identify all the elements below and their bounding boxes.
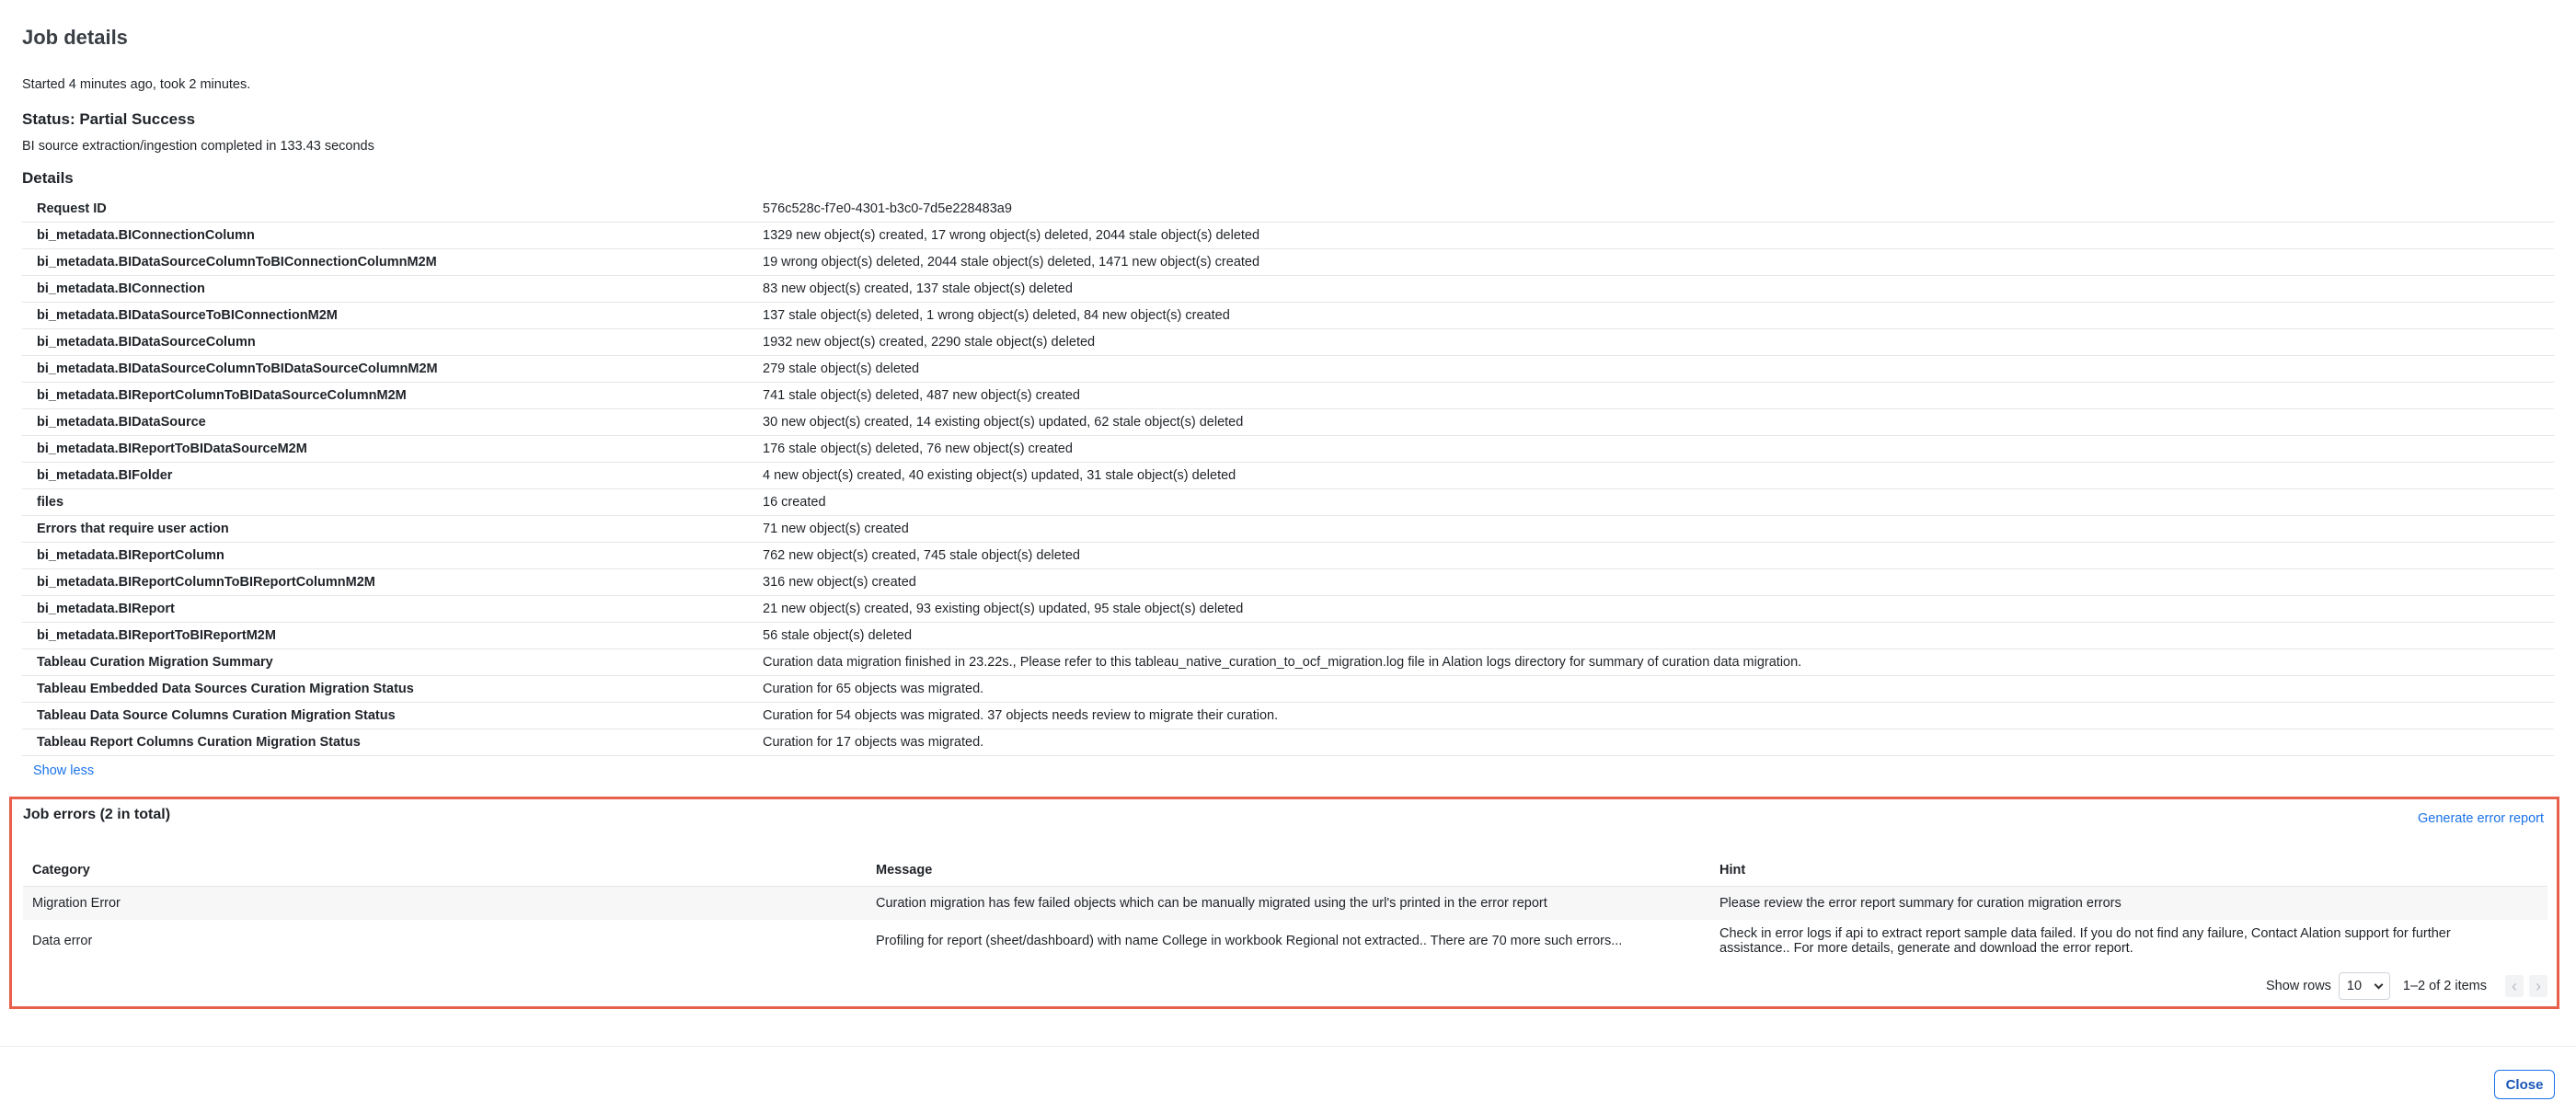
details-value: 83 new object(s) created, 137 stale object(s) deleted bbox=[763, 281, 1073, 296]
details-row bbox=[22, 623, 2554, 649]
details-row bbox=[22, 649, 2554, 676]
details-key: bi_metadata.BIConnectionColumn bbox=[37, 228, 255, 243]
details-key: files bbox=[37, 495, 64, 510]
show-rows-label: Show rows bbox=[2266, 979, 2331, 993]
chevron-left-icon: ‹ bbox=[2512, 976, 2517, 995]
error-message-cell: Curation migration has few failed objects which can be manually migrated using the url's printed in the error report bbox=[876, 896, 1547, 911]
details-key: bi_metadata.BIReportColumn bbox=[37, 548, 224, 563]
details-row bbox=[22, 303, 2554, 329]
details-row bbox=[22, 463, 2554, 489]
job-errors-title: Job errors (2 in total) bbox=[23, 807, 171, 822]
footer-divider bbox=[0, 1046, 2576, 1047]
column-header-hint[interactable]: Hint bbox=[1719, 863, 1746, 878]
details-key: bi_metadata.BIConnection bbox=[37, 281, 205, 296]
details-row bbox=[22, 249, 2554, 276]
error-hint-cell: Please review the error report summary for curation migration errors bbox=[1719, 896, 2122, 911]
details-value: 19 wrong object(s) deleted, 2044 stale object(s) deleted, 1471 new object(s) created bbox=[763, 255, 1260, 270]
job-status: Status: Partial Success bbox=[22, 110, 196, 128]
details-key: bi_metadata.BIDataSourceColumnToBIDataSourceColumnM2M bbox=[37, 361, 438, 376]
details-key: Request ID bbox=[37, 201, 107, 216]
details-heading: Details bbox=[22, 169, 74, 187]
details-row bbox=[22, 569, 2554, 596]
details-value: 21 new object(s) created, 93 existing object(s) updated, 95 stale object(s) deleted bbox=[763, 602, 1244, 616]
details-value: 1932 new object(s) created, 2290 stale object(s) deleted bbox=[763, 335, 1096, 350]
details-key: bi_metadata.BIDataSourceToBIConnectionM2M bbox=[37, 308, 338, 323]
details-key: Tableau Embedded Data Sources Curation Migration Status bbox=[37, 682, 414, 696]
details-key: bi_metadata.BIReport bbox=[37, 602, 175, 616]
details-row bbox=[22, 596, 2554, 623]
table-header-row bbox=[23, 855, 2547, 887]
details-value: 137 stale object(s) deleted, 1 wrong object(s) deleted, 84 new object(s) created bbox=[763, 308, 1230, 323]
details-value: 71 new object(s) created bbox=[763, 522, 909, 536]
details-row bbox=[22, 676, 2554, 703]
details-row bbox=[22, 703, 2554, 729]
details-value: 30 new object(s) created, 14 existing object(s) updated, 62 stale object(s) deleted bbox=[763, 415, 1244, 430]
chevron-right-icon: › bbox=[2536, 976, 2541, 995]
details-key: Errors that require user action bbox=[37, 522, 229, 536]
details-row bbox=[22, 489, 2554, 516]
column-header-category[interactable]: Category bbox=[32, 863, 90, 878]
details-table bbox=[22, 196, 2554, 756]
details-row bbox=[22, 329, 2554, 356]
details-key: Tableau Curation Migration Summary bbox=[37, 655, 273, 670]
details-value: 279 stale object(s) deleted bbox=[763, 361, 920, 376]
details-value: 762 new object(s) created, 745 stale object(s) deleted bbox=[763, 548, 1080, 563]
chevron-down-icon bbox=[2374, 980, 2383, 989]
job-errors-table bbox=[23, 855, 2547, 962]
details-row bbox=[22, 196, 2554, 223]
rows-per-page-select[interactable] bbox=[2339, 972, 2390, 1000]
details-value: Curation for 54 objects was migrated. 37 objects needs review to migrate their curation. bbox=[763, 708, 1279, 723]
job-timing-text: Started 4 minutes ago, took 2 minutes. bbox=[22, 77, 251, 92]
details-key: bi_metadata.BIDataSourceColumnToBIConnectionColumnM2M bbox=[37, 255, 437, 270]
job-errors-panel bbox=[9, 797, 2559, 1009]
table-row bbox=[23, 887, 2547, 920]
details-value: 16 created bbox=[763, 495, 826, 510]
details-value: 56 stale object(s) deleted bbox=[763, 628, 913, 643]
details-value: 4 new object(s) created, 40 existing object(s) updated, 31 stale object(s) deleted bbox=[763, 468, 1236, 483]
details-value: 741 stale object(s) deleted, 487 new object(s) created bbox=[763, 388, 1080, 403]
details-key: Tableau Data Source Columns Curation Migration Status bbox=[37, 708, 396, 723]
page-title: Job details bbox=[22, 26, 128, 49]
error-category-cell: Migration Error bbox=[32, 896, 121, 911]
details-key: bi_metadata.BIReportColumnToBIDataSourceColumnM2M bbox=[37, 388, 407, 403]
details-row bbox=[22, 383, 2554, 409]
show-less-link[interactable]: Show less bbox=[33, 763, 95, 778]
close-button[interactable]: Close bbox=[2494, 1070, 2555, 1099]
details-value: 316 new object(s) created bbox=[763, 575, 916, 590]
rows-per-page-value: 10 bbox=[2346, 979, 2363, 993]
details-key: bi_metadata.BIReportToBIReportM2M bbox=[37, 628, 276, 643]
details-row bbox=[22, 543, 2554, 569]
details-key: bi_metadata.BIDataSourceColumn bbox=[37, 335, 256, 350]
details-value: Curation data migration finished in 23.22s., Please refer to this tableau_native_curation_to_ocf_migration.log file in Alation logs directory for summary of curation data migration. bbox=[763, 655, 1802, 670]
error-message-cell: Profiling for report (sheet/dashboard) with name College in workbook Regional not extracted.. There are 70 more such errors... bbox=[876, 934, 1623, 948]
details-row bbox=[22, 276, 2554, 303]
next-page-button[interactable] bbox=[2529, 975, 2547, 997]
details-key: bi_metadata.BIDataSource bbox=[37, 415, 206, 430]
details-row bbox=[22, 409, 2554, 436]
column-header-message[interactable]: Message bbox=[876, 863, 933, 878]
pagination bbox=[2266, 972, 2547, 1000]
details-key: bi_metadata.BIReportToBIDataSourceM2M bbox=[37, 442, 307, 456]
details-row bbox=[22, 729, 2554, 756]
details-value: 1329 new object(s) created, 17 wrong object(s) deleted, 2044 stale object(s) deleted bbox=[763, 228, 1260, 243]
table-row bbox=[23, 920, 2547, 962]
details-row bbox=[22, 223, 2554, 249]
details-value: Curation for 65 objects was migrated. bbox=[763, 682, 984, 696]
pagination-range: 1–2 of 2 items bbox=[2402, 979, 2487, 993]
details-row bbox=[22, 516, 2554, 543]
job-summary-text: BI source extraction/ingestion completed in 133.43 seconds bbox=[22, 139, 374, 154]
details-row bbox=[22, 436, 2554, 463]
details-key: Tableau Report Columns Curation Migration Status bbox=[37, 735, 361, 750]
error-category-cell: Data error bbox=[32, 934, 93, 948]
details-row bbox=[22, 356, 2554, 383]
details-key: bi_metadata.BIFolder bbox=[37, 468, 173, 483]
details-value: Curation for 17 objects was migrated. bbox=[763, 735, 984, 750]
details-value: 176 stale object(s) deleted, 76 new object(s) created bbox=[763, 442, 1073, 456]
prev-page-button[interactable] bbox=[2505, 975, 2524, 997]
generate-error-report-link[interactable]: Generate error report bbox=[2417, 811, 2544, 826]
error-hint-cell: Check in error logs if api to extract report sample data failed. If you do not find any failure, Contact Alation support for further assistance.. For more details, generate and download the error report. bbox=[1719, 926, 2451, 956]
details-key: bi_metadata.BIReportColumnToBIReportColumnM2M bbox=[37, 575, 375, 590]
details-value: 576c528c-f7e0-4301-b3c0-7d5e228483a9 bbox=[763, 201, 1012, 216]
